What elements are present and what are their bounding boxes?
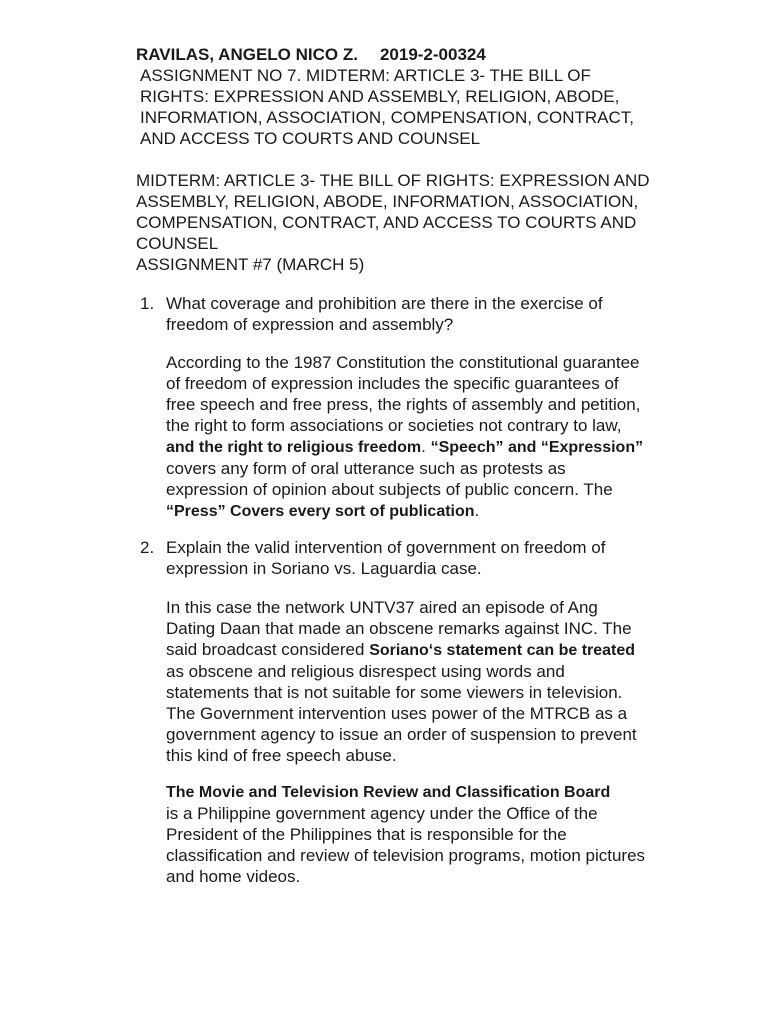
- midterm-line: ASSIGNMENT #7 (MARCH 5): [136, 255, 365, 274]
- question-line: Explain the valid intervention of government on freedom of: [166, 538, 606, 557]
- answer-line: The Government intervention uses power of the MTRCB as a: [166, 704, 628, 723]
- question-1-text: [166, 293, 726, 335]
- bold-phrase: Soriano‘s statement can be treated: [369, 642, 636, 659]
- answer-text: said broadcast considered: [166, 640, 370, 659]
- question-line: What coverage and prohibition are there in the exercise of: [166, 294, 603, 313]
- bold-phrase: “Press” Covers every sort of publication: [166, 503, 475, 520]
- answer-line: According to the 1987 Constitution the constitutional guarantee: [166, 353, 640, 372]
- answer-line: free speech and free press, the rights of assembly and petition,: [166, 395, 641, 414]
- answer-line: is a Philippine government agency under the Office of the: [166, 804, 598, 823]
- assignment-title: [140, 65, 736, 149]
- midterm-line: COMPENSATION, CONTRACT, AND ACCESS TO COURTS AND: [136, 213, 637, 232]
- answer-line: In this case the network UNTV37 aired an episode of Ang: [166, 598, 598, 617]
- answer-line: as obscene and religious disrespect using words and: [166, 662, 565, 681]
- student-id: 2019-2-00324: [379, 45, 486, 64]
- question-number: 1.: [140, 294, 155, 313]
- question-2-text: [166, 537, 726, 579]
- period: .: [474, 501, 480, 520]
- answer-line: Dating Daan that made an obscene remarks against INC. The: [166, 619, 632, 638]
- document-header: [136, 44, 736, 149]
- student-name: RAVILAS, ANGELO NICO Z.: [136, 45, 358, 64]
- mtrcb-heading: The Movie and Television Review and Classification Board: [166, 784, 611, 801]
- answer-line: government agency to issue an order of suspension to prevent: [166, 725, 637, 744]
- bold-phrase: “Speech” and “Expression”: [430, 439, 644, 456]
- answer-line: [166, 639, 726, 661]
- answer-line: [166, 500, 726, 522]
- bold-phrase: and the right to religious freedom: [166, 439, 422, 456]
- answer-2: [166, 597, 726, 766]
- question-number: 2.: [140, 538, 155, 557]
- assignment-title-line: AND ACCESS TO COURTS AND COUNSEL: [140, 129, 481, 148]
- student-name-line: [136, 44, 736, 65]
- answer-line: of freedom of expression includes the specific guarantees of: [166, 374, 619, 393]
- answer-1: [166, 352, 726, 522]
- separator: .: [421, 437, 431, 456]
- answer-line: expression of opinion about subjects of public concern. The: [166, 480, 613, 499]
- question-line: expression in Soriano vs. Laguardia case.: [166, 559, 482, 578]
- answer-line: President of the Philippines that is responsible for the: [166, 825, 567, 844]
- answer-line: classification and review of television programs, motion pictures: [166, 846, 646, 865]
- answer-line: and home videos.: [166, 867, 301, 886]
- question-line: freedom of expression and assembly?: [166, 315, 454, 334]
- answer-line: covers any form of oral utterance such as protests as: [166, 459, 566, 478]
- assignment-title-line: ASSIGNMENT NO 7. MIDTERM: ARTICLE 3- THE BILL OF: [140, 66, 591, 85]
- answer-line: [166, 436, 726, 458]
- midterm-line: MIDTERM: ARTICLE 3- THE BILL OF RIGHTS: EXPRESSION AND: [136, 171, 650, 190]
- mtrcb-paragraph: [166, 782, 726, 887]
- answer-line: statements that is not suitable for some viewers in television.: [166, 683, 623, 702]
- assignment-title-line: INFORMATION, ASSOCIATION, COMPENSATION, CONTRACT,: [140, 108, 634, 127]
- midterm-line: COUNSEL: [136, 234, 219, 253]
- midterm-line: ASSEMBLY, RELIGION, ABODE, INFORMATION, ASSOCIATION,: [136, 192, 639, 211]
- answer-line: this kind of free speech abuse.: [166, 746, 397, 765]
- midterm-heading: [136, 170, 736, 275]
- assignment-title-line: RIGHTS: EXPRESSION AND ASSEMBLY, RELIGION, ABODE,: [140, 87, 620, 106]
- answer-line: the right to form associations or societies not contrary to law,: [166, 416, 622, 435]
